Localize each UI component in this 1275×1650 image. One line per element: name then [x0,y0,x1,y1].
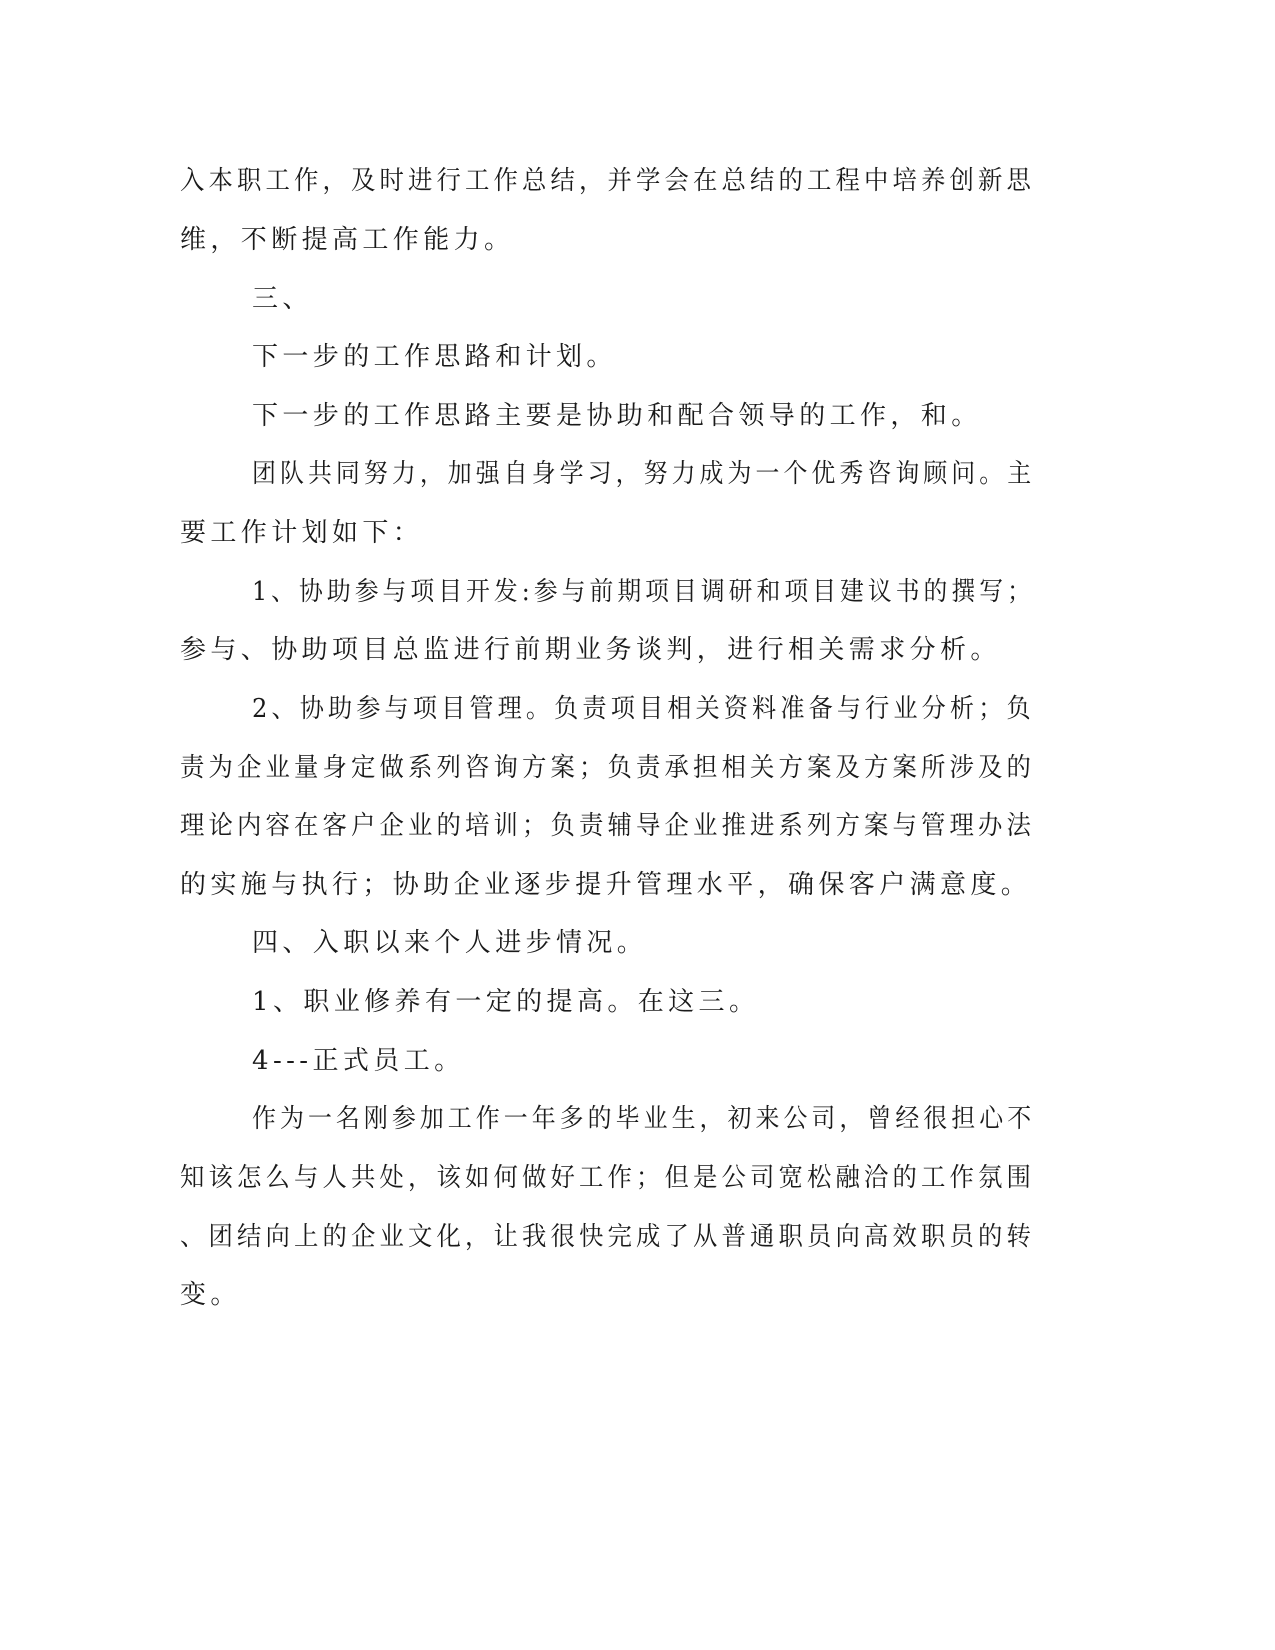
text-line: 4---正式员工。 [252,1046,465,1076]
text-line: 要工作计划如下： [180,518,424,548]
text-line: 理论内容在客户企业的培训；负责辅导企业推进系列方案与管理办法 [180,811,1036,841]
text-line: 1、协助参与项目开发:参与前期项目调研和项目建议书的撰写； [252,577,1035,607]
text-line: 变。 [180,1280,241,1310]
text-line: 入本职工作，及时进行工作总结，并学会在总结的工程中培养创新思 [180,166,1036,196]
text-line: 维，不断提高工作能力。 [180,225,515,255]
text-line: 下一步的工作思路和计划。 [252,342,617,372]
text-line: 责为企业量身定做系列咨询方案；负责承担相关方案及方案所涉及的 [180,753,1036,783]
text-line: 参与、协助项目总监进行前期业务谈判，进行相关需求分析。 [180,635,1001,665]
text-line: 1、职业修养有一定的提高。在这三。 [252,987,760,1017]
text-line: 知该怎么与人共处，该如何做好工作；但是公司宽松融洽的工作氛围 [180,1163,1036,1193]
text-line: 2、协助参与项目管理。负责项目相关资料准备与行业分析；负 [252,694,1035,724]
section-heading: 四、入职以来个人进步情况。 [252,928,648,958]
text-line: 、团结向上的企业文化，让我很快完成了从普通职员向高效职员的转 [180,1222,1036,1252]
text-line: 的实施与执行；协助企业逐步提升管理水平，确保客户满意度。 [180,870,1032,900]
text-line: 团队共同努力，加强自身学习，努力成为一个优秀咨询顾问。主 [252,459,1036,489]
text-line: 作为一名刚参加工作一年多的毕业生，初来公司，曾经很担心不 [252,1104,1036,1134]
text-line: 下一步的工作思路主要是协助和配合领导的工作，和。 [252,401,982,431]
section-heading: 三、 [252,284,313,314]
